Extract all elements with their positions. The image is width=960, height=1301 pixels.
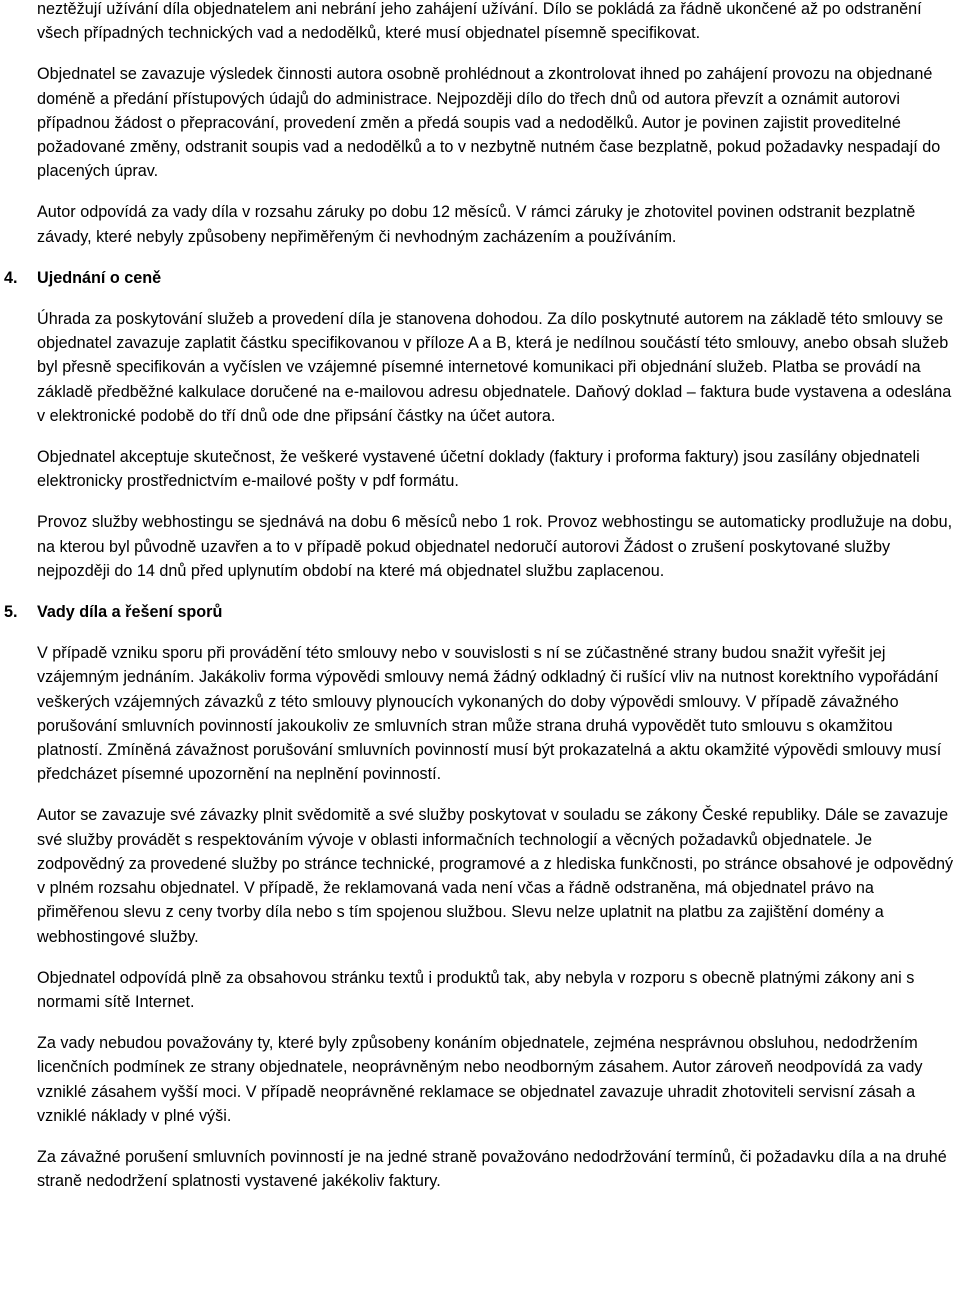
- section-title: Ujednání o ceně: [37, 268, 162, 287]
- section-heading-4: [4, 266, 957, 290]
- paragraph: Provoz služby webhostingu se sjednává na dobu 6 měsíců nebo 1 rok. Provoz webhostingu se automaticky prodlužuje na dobu, na kterou byl původně uzavřen a to v případě pokud objednatel nedoručí autorovi Žádost o zrušení poskytované služby nejpozději do 14 dnů před uplynutím období na které má objednatel službu zaplacenou.: [37, 513, 953, 580]
- section-title: Vady díla a řešení sporů: [37, 603, 223, 622]
- section-heading-5: [4, 600, 957, 624]
- paragraph: Objednatel odpovídá plně za obsahovou stránku textů i produktů tak, aby nebyla v rozporu s obecně platnými zákony ani s normami sítě Internet.: [37, 968, 915, 1011]
- paragraph: Objednatel akceptuje skutečnost, že veškeré vystavené účetní doklady (faktury i proforma faktury) jsou zasílány objednateli elektronicky prostřednictvím e-mailové pošty v pdf formátu.: [37, 448, 920, 491]
- section-number: 5.: [4, 603, 18, 622]
- paragraph: Autor se zavazuje své závazky plnit svědomitě a své služby poskytovat v souladu se zákony České republiky. Dále se zavazuje své služby provádět s respektováním vývoje v oblasti informačních technologií a věcných požadavků objednatele. Je zodpovědný za provedené služby po stránce technické, programové a z hlediska funkčnosti, po stránce obsahové je odpovědný v plném rozsahu objednatel. V případě, že reklamovaná vada není včas a řádně odstraněna, má objednatel právo na přiměřenou slevu z ceny tvorby díla nebo s tím spojenou službou. Slevu nelze uplatnit na platbu za zajištění domény a webhostingové služby.: [37, 806, 954, 946]
- paragraph: neztěžují užívání díla objednatelem ani nebrání jeho zahájení užívání. Dílo se pokládá za řádně ukončené až po odstranění všech případných technických vad a nedodělků, které musí objednatel písemně specifikovat.: [37, 0, 922, 43]
- paragraph: Objednatel se zavazuje výsledek činnosti autora osobně prohlédnout a zkontrolovat ihned po zahájení provozu na objednané doméně a předání přístupových údajů do administrace. Nejpozději dílo do třech dnů od autora převzít a oznámit autorovi případnou žádost o přepracování, provedení změn a předá soupis vad a nedodělků. Autor je povinen zajistit proveditelné požadované změny, odstranit soupis vad a nedodělků a to v nezbytně nutném čase bezplatně, pokud požadavky nespadají do placených úprav.: [37, 65, 941, 181]
- paragraph: Úhrada za poskytování služeb a provedení díla je stanovena dohodou. Za dílo poskytnuté autorem na základě této smlouvy se objednatel zavazuje zaplatit částku specifikovanou v příloze A a B, která je nedílnou součástí této smlouvy, anebo obsah služeb byl přesně specifikován a vyčíslen ve vzájemné písemné internetové komunikaci při objednání služeb. Platba se provádí na základě předběžné kalkulace doručené na e-mailovou adresu objednatele. Daňový doklad – faktura bude vystavena a odeslána v elektronické podobě do tří dnů ode dne připsání částky na účet autora.: [37, 310, 952, 425]
- paragraph: Autor odpovídá za vady díla v rozsahu záruky po dobu 12 měsíců. V rámci záruky je zhotovitel povinen odstranit bezplatně závady, které nebyly způsobeny nepřiměřeným či nevhodným zacházením a používáním.: [37, 203, 916, 246]
- section-number: 4.: [4, 268, 18, 287]
- paragraph: Za vady nebudou považovány ty, které byly způsobeny konáním objednatele, zejména nesprávnou obsluhou, nedodržením licenčních podmínek ze strany objednatele, neoprávněným nebo neodborným zásahem. Autor zároveň neodpovídá za vady vzniklé zásahem vyšší moci. V případě neoprávněné reklamace se objednatel zavazuje uhradit zhotoviteli servisní zásah a vzniklé náklady v plné výši.: [37, 1034, 923, 1125]
- document-page: [4, 0, 957, 1193]
- paragraph: Za závažné porušení smluvních povinností je na jedné straně považováno nedodržování termínů, či požadavku díla a na druhé straně nedodržení splatnosti vystavené jakékoliv faktury.: [37, 1147, 947, 1191]
- paragraph: V případě vzniku sporu při provádění této smlouvy nebo v souvislosti s ní se zúčastněné strany budou snažit vyřešit jej vzájemným jednáním. Jakákoliv forma výpovědi smlouvy nemá žádný odkladný či rušící vliv na nutnost korektního vypořádání veškerých vzájemných závazků z této smlouvy plynoucích vykonaných do doby výpovědi smlouvy. V případě závažného porušování smluvních povinností jakoukoliv ze smluvních stran může strana druhá vypovědět tuto smlouvu s okamžitou platností. Zmíněná závažnost porušování smluvních povinností musí být prokazatelná a aktu okamžité výpovědi smlouvy musí předcházet písemné upozornění na neplnění povinností.: [37, 644, 942, 784]
